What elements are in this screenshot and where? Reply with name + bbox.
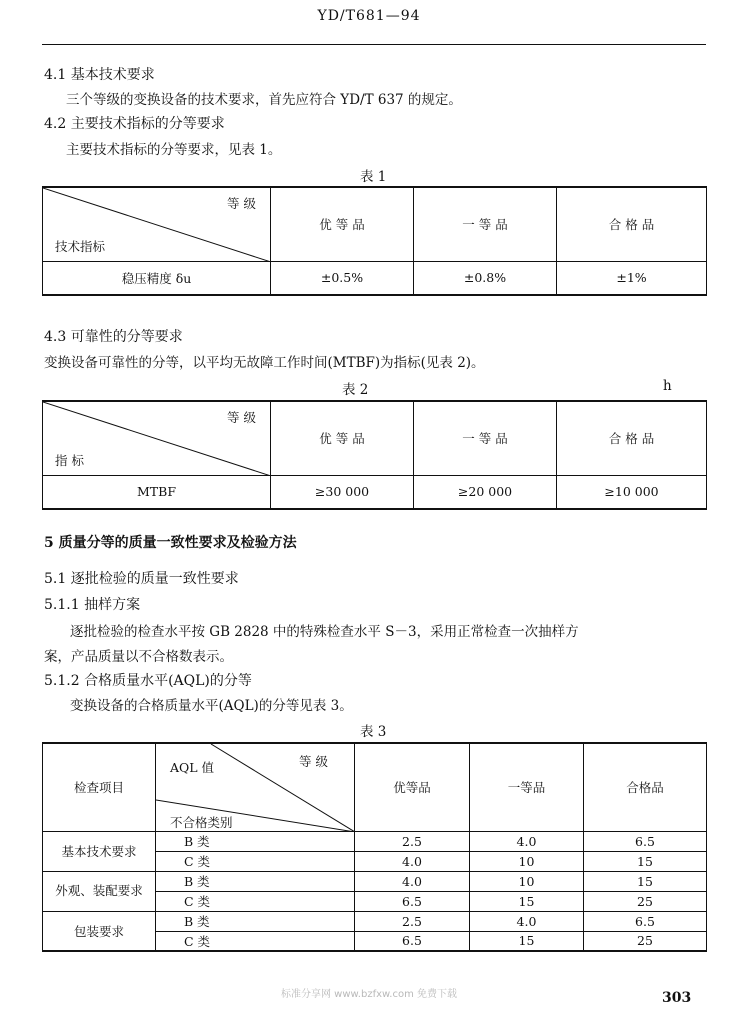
section-4-2-text: 主要技术指标的分等要求，见表 1。 — [66, 142, 282, 158]
table-3-corner-cell — [156, 743, 355, 831]
table-3-category: C 类 — [156, 851, 355, 871]
table-1-value: ±1% — [557, 261, 707, 295]
table-3-value: 4.0 — [355, 871, 470, 891]
table-1-grade-header: 一 等 品 — [414, 187, 557, 261]
table-3-grade-header: 一等品 — [470, 743, 584, 831]
section-4-1-heading: 4.1 基本技术要求 — [44, 67, 155, 83]
table-2-value: ≥20 000 — [414, 475, 557, 509]
table-3-value: 2.5 — [355, 911, 470, 931]
table-1-row-label: 稳压精度 δu — [43, 261, 271, 295]
table-3-value: 4.0 — [470, 831, 584, 851]
table-3-corner-grade: 等 级 — [299, 754, 328, 769]
table-2-value: ≥10 000 — [557, 475, 707, 509]
section-5-1-1-text-line2: 案，产品质量以不合格数表示。 — [44, 649, 233, 665]
section-5-1-1-text-line1: 逐批检验的检查水平按 GB 2828 中的特殊检查水平 S－3，采用正常检查一次抽样方 — [70, 624, 579, 640]
table-1-corner-grade: 等 级 — [227, 196, 256, 211]
table-3-value: 25 — [584, 931, 707, 951]
table-3-item-header: 检查项目 — [43, 743, 156, 831]
table-2-caption: 表 2 — [342, 382, 369, 398]
table-3-value: 15 — [584, 851, 707, 871]
table-2-unit: h — [663, 378, 672, 394]
table-1-corner-indicator: 技术指标 — [55, 238, 106, 254]
table-1-caption: 表 1 — [360, 169, 387, 185]
table-3-value: 4.0 — [355, 851, 470, 871]
table-2-corner-grade: 等 级 — [227, 410, 256, 425]
table-3-corner-category: 不合格类别 — [170, 814, 233, 830]
table-2-corner-cell — [43, 401, 271, 475]
table-3-group-name: 外观、装配要求 — [43, 871, 156, 911]
table-1 — [42, 186, 707, 296]
table-3-grade-header: 合格品 — [584, 743, 707, 831]
table-3-category: B 类 — [156, 911, 355, 931]
table-3-value: 10 — [470, 851, 584, 871]
section-4-2-heading: 4.2 主要技术指标的分等要求 — [44, 116, 225, 132]
table-3-category: C 类 — [156, 891, 355, 911]
table-3-group-name: 基本技术要求 — [43, 831, 156, 871]
section-5-1-heading: 5.1 逐批检验的质量一致性要求 — [44, 571, 239, 587]
table-3-value: 6.5 — [584, 831, 707, 851]
page-number: 303 — [662, 990, 692, 1006]
table-3-corner-aql: AQL 值 — [170, 760, 215, 775]
table-1-corner-cell — [43, 187, 271, 261]
table-2-row-label: MTBF — [43, 475, 271, 509]
table-3-value: 10 — [470, 871, 584, 891]
section-4-3-text: 变换设备可靠性的分等，以平均无故障工作时间(MTBF)为指标(见表 2)。 — [44, 355, 485, 371]
table-1-grade-header: 优 等 品 — [271, 187, 414, 261]
table-1-grade-header: 合 格 品 — [557, 187, 707, 261]
table-2-value: ≥30 000 — [271, 475, 414, 509]
table-3-value: 6.5 — [584, 911, 707, 931]
table-2 — [42, 400, 707, 510]
document-code-header: YD/T681—94 — [317, 8, 421, 24]
table-3-category: B 类 — [156, 831, 355, 851]
table-3-category: B 类 — [156, 871, 355, 891]
table-3-value: 2.5 — [355, 831, 470, 851]
table-3-caption: 表 3 — [360, 724, 387, 740]
table-3-value: 25 — [584, 891, 707, 911]
table-2-grade-header: 优 等 品 — [271, 401, 414, 475]
table-3-value: 15 — [584, 871, 707, 891]
header-rule — [42, 44, 706, 45]
table-3-value: 6.5 — [355, 931, 470, 951]
table-2-corner-indicator: 指 标 — [55, 452, 84, 468]
table-1-value: ±0.8% — [414, 261, 557, 295]
table-3-group-name: 包装要求 — [43, 911, 156, 951]
table-3-grade-header: 优等品 — [355, 743, 470, 831]
section-5-1-2-text: 变换设备的合格质量水平(AQL)的分等见表 3。 — [70, 698, 353, 714]
table-3-category: C 类 — [156, 931, 355, 951]
table-2-grade-header: 一 等 品 — [414, 401, 557, 475]
table-1-value: ±0.5% — [271, 261, 414, 295]
table-3 — [42, 742, 707, 952]
table-3-value: 15 — [470, 931, 584, 951]
table-3-value: 15 — [470, 891, 584, 911]
section-5-1-1-heading: 5.1.1 抽样方案 — [44, 597, 141, 613]
section-4-1-text: 三个等级的变换设备的技术要求，首先应符合 YD/T 637 的规定。 — [66, 92, 462, 108]
table-2-grade-header: 合 格 品 — [557, 401, 707, 475]
section-5-heading: 5 质量分等的质量一致性要求及检验方法 — [44, 535, 297, 551]
watermark-text: 标准分享网 www.bzfxw.com 免费下载 — [281, 989, 457, 1000]
section-4-3-heading: 4.3 可靠性的分等要求 — [44, 329, 183, 345]
table-3-value: 4.0 — [470, 911, 584, 931]
section-5-1-2-heading: 5.1.2 合格质量水平(AQL)的分等 — [44, 673, 252, 689]
table-3-value: 6.5 — [355, 891, 470, 911]
